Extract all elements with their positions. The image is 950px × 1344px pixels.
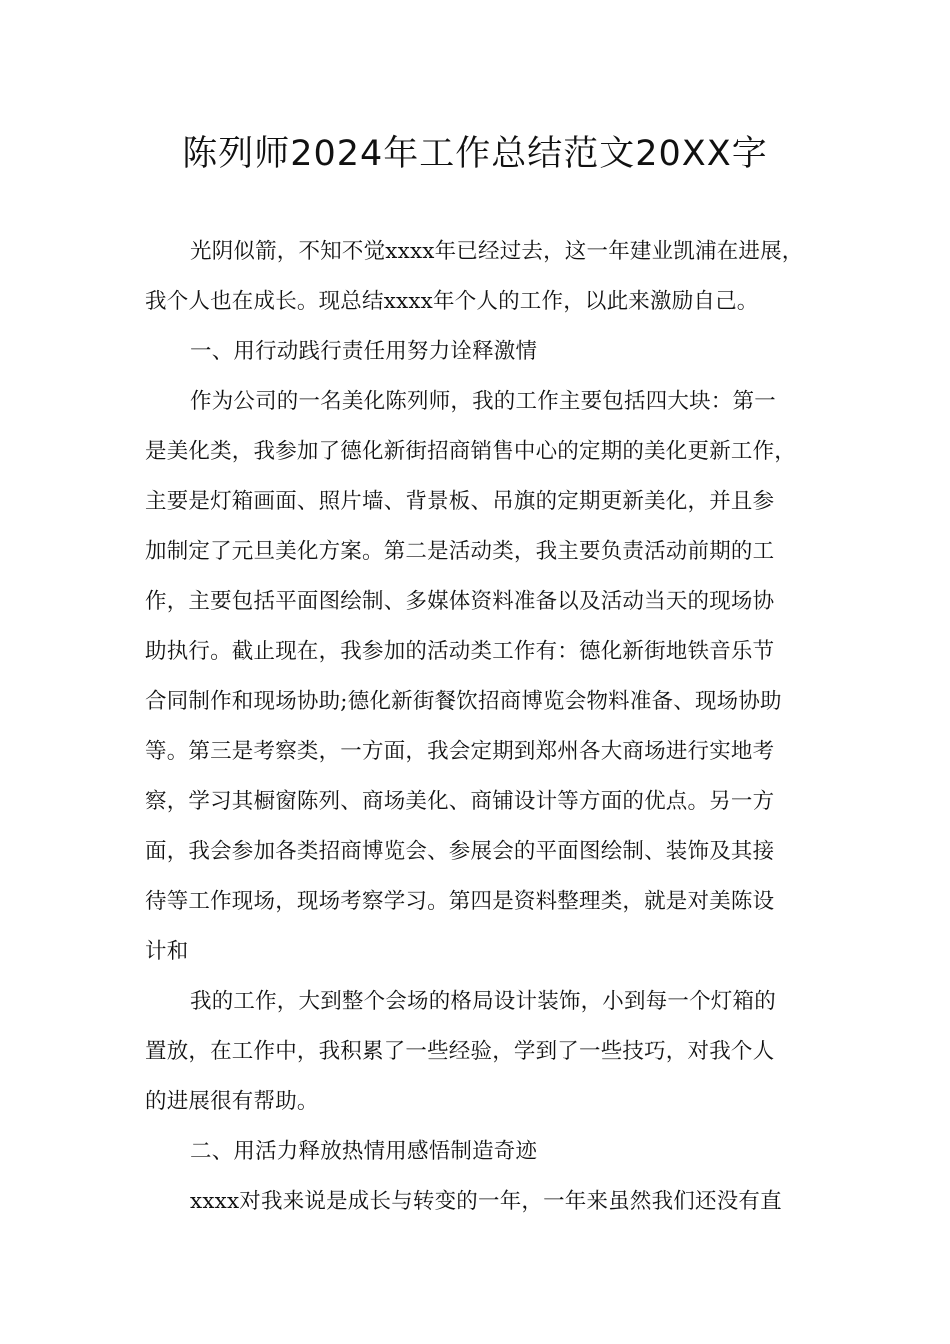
paragraph-line: 合同制作和现场协助;德化新街餐饮招商博览会物料准备、现场协助 — [145, 689, 782, 714]
section-heading: 一、用行动践行责任用努力诠释激情 — [190, 339, 538, 364]
paragraph-line: 作，主要包括平面图绘制、多媒体资料准备以及活动当天的现场协 — [145, 589, 775, 614]
paragraph-line: 加制定了元旦美化方案。第二是活动类，我主要负责活动前期的工 — [145, 539, 775, 564]
paragraph-line: 的进展很有帮助。 — [145, 1089, 319, 1114]
paragraph-line: 主要是灯箱画面、照片墙、背景板、吊旗的定期更新美化，并且参 — [145, 489, 775, 514]
paragraph-line: 助执行。截止现在，我参加的活动类工作有：德化新街地铁音乐节 — [145, 639, 775, 664]
paragraph-line: 是美化类，我参加了德化新街招商销售中心的定期的美化更新工作， — [145, 439, 797, 464]
paragraph-line: 置放，在工作中，我积累了一些经验，学到了一些技巧，对我个人 — [145, 1039, 775, 1064]
paragraph-line: 待等工作现场，现场考察学习。第四是资料整理类，就是对美陈设 — [145, 889, 775, 914]
paragraph-line: 作为公司的一名美化陈列师，我的工作主要包括四大块：第一 — [190, 389, 776, 414]
document-title: 陈列师2024年工作总结范文20XX字 — [182, 134, 768, 174]
paragraph-line: 面，我会参加各类招商博览会、参展会的平面图绘制、装饰及其接 — [145, 839, 775, 864]
paragraph-line: 我的工作，大到整个会场的格局设计装饰，小到每一个灯箱的 — [190, 989, 776, 1014]
paragraph-line: 我个人也在成长。现总结xxxx年个人的工作，以此来激励自己。 — [145, 289, 759, 314]
paragraph-line: 计和 — [145, 939, 189, 964]
paragraph-line: 察，学习其橱窗陈列、商场美化、商铺设计等方面的优点。另一方 — [145, 789, 775, 814]
section-heading: 二、用活力释放热情用感悟制造奇迹 — [190, 1139, 538, 1164]
paragraph-line: 等。第三是考察类，一方面，我会定期到郑州各大商场进行实地考 — [145, 739, 775, 764]
paragraph-line: 光阴似箭，不知不觉xxxx年已经过去，这一年建业凯浦在进展， — [190, 239, 804, 264]
paragraph-line: xxxx对我来说是成长与转变的一年，一年来虽然我们还没有直 — [190, 1189, 782, 1214]
